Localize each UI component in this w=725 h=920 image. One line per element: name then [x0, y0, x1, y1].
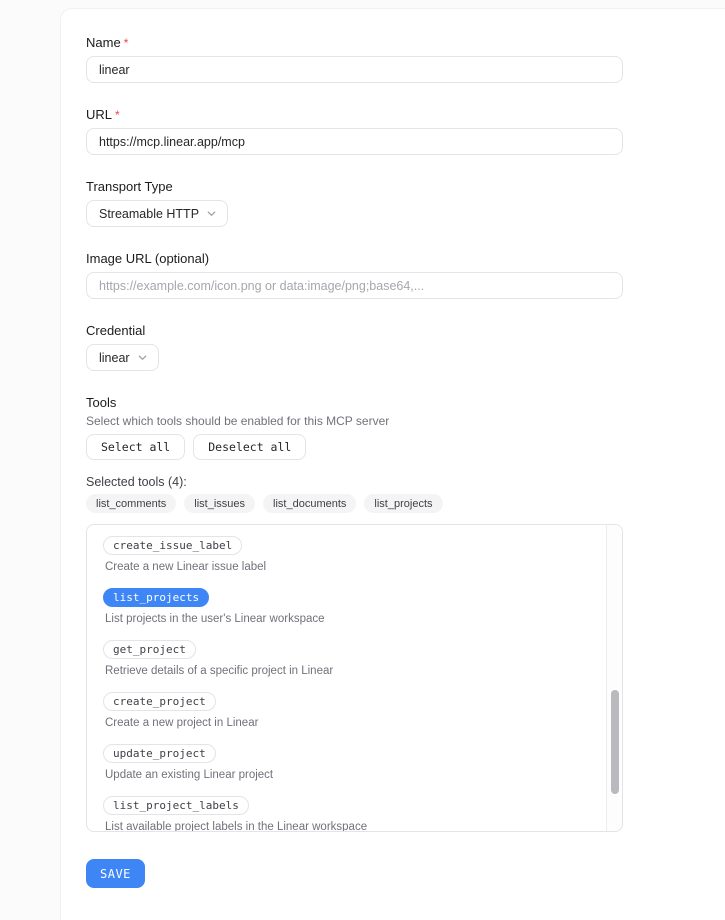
tool-list-item [103, 640, 592, 678]
name-input[interactable] [86, 56, 623, 83]
selected-tool-pill: list_issues [184, 494, 255, 513]
tool-list[interactable] [87, 525, 622, 831]
tool-badge-create-issue-label[interactable]: create_issue_label [103, 536, 242, 555]
tool-description: Create a new project in Linear [105, 717, 259, 729]
form-card [60, 8, 725, 920]
url-input[interactable] [86, 128, 623, 155]
transport-type-group [86, 179, 623, 227]
selected-tool-pill: list_projects [364, 494, 442, 513]
credential-group [86, 323, 623, 371]
credential-select[interactable] [86, 344, 159, 371]
selected-tools-label: Selected tools (4): [86, 475, 187, 489]
tool-description: List projects in the user's Linear workspace [105, 613, 325, 625]
chevron-down-icon [137, 352, 148, 363]
required-asterisk: * [115, 108, 120, 122]
scrollbar-thumb[interactable] [611, 690, 619, 794]
tool-list-item [103, 796, 592, 831]
tool-list-panel [86, 524, 623, 832]
tools-label: Tools [86, 395, 117, 410]
tool-badge-get-project[interactable]: get_project [103, 640, 196, 659]
scrollbar-track[interactable] [606, 525, 622, 831]
tool-badge-list-project-labels[interactable]: list_project_labels [103, 796, 249, 815]
tool-description: Create a new Linear issue label [105, 561, 267, 573]
save-button[interactable]: SAVE [86, 859, 145, 888]
credential-label: Credential [86, 323, 146, 338]
image-url-group [86, 251, 623, 299]
tool-description: Update an existing Linear project [105, 769, 274, 781]
tools-section [86, 395, 623, 832]
url-label [86, 107, 623, 123]
tool-list-item [103, 744, 592, 782]
selected-tools-row [86, 494, 623, 513]
url-field-group [86, 107, 623, 155]
credential-value: linear [99, 350, 130, 365]
select-all-button[interactable]: Select all [86, 434, 185, 460]
deselect-all-button[interactable]: Deselect all [193, 434, 306, 460]
url-label-text: URL [86, 107, 113, 122]
name-label [86, 35, 623, 51]
tool-list-item [103, 692, 592, 730]
name-field-group [86, 35, 623, 83]
transport-type-label: Transport Type [86, 179, 173, 194]
transport-type-select[interactable] [86, 200, 228, 227]
name-label-text: Name [86, 35, 121, 50]
tools-description: Select which tools should be enabled for this MCP server [86, 414, 390, 428]
selected-tool-pill: list_comments [86, 494, 176, 513]
image-url-label: Image URL (optional) [86, 251, 210, 266]
required-asterisk: * [123, 36, 129, 50]
tool-description: Retrieve details of a specific project in Linear [105, 665, 334, 677]
tool-badge-list-projects[interactable]: list_projects [103, 588, 209, 607]
tool-description: List available project labels in the Linear workspace [105, 821, 368, 831]
tool-list-item [103, 536, 592, 574]
selected-tool-pill: list_documents [263, 494, 356, 513]
chevron-down-icon [206, 208, 217, 219]
tool-badge-update-project[interactable]: update_project [103, 744, 216, 763]
tool-badge-create-project[interactable]: create_project [103, 692, 216, 711]
transport-type-value: Streamable HTTP [99, 206, 200, 221]
image-url-input[interactable] [86, 272, 623, 299]
tool-list-item [103, 588, 592, 626]
